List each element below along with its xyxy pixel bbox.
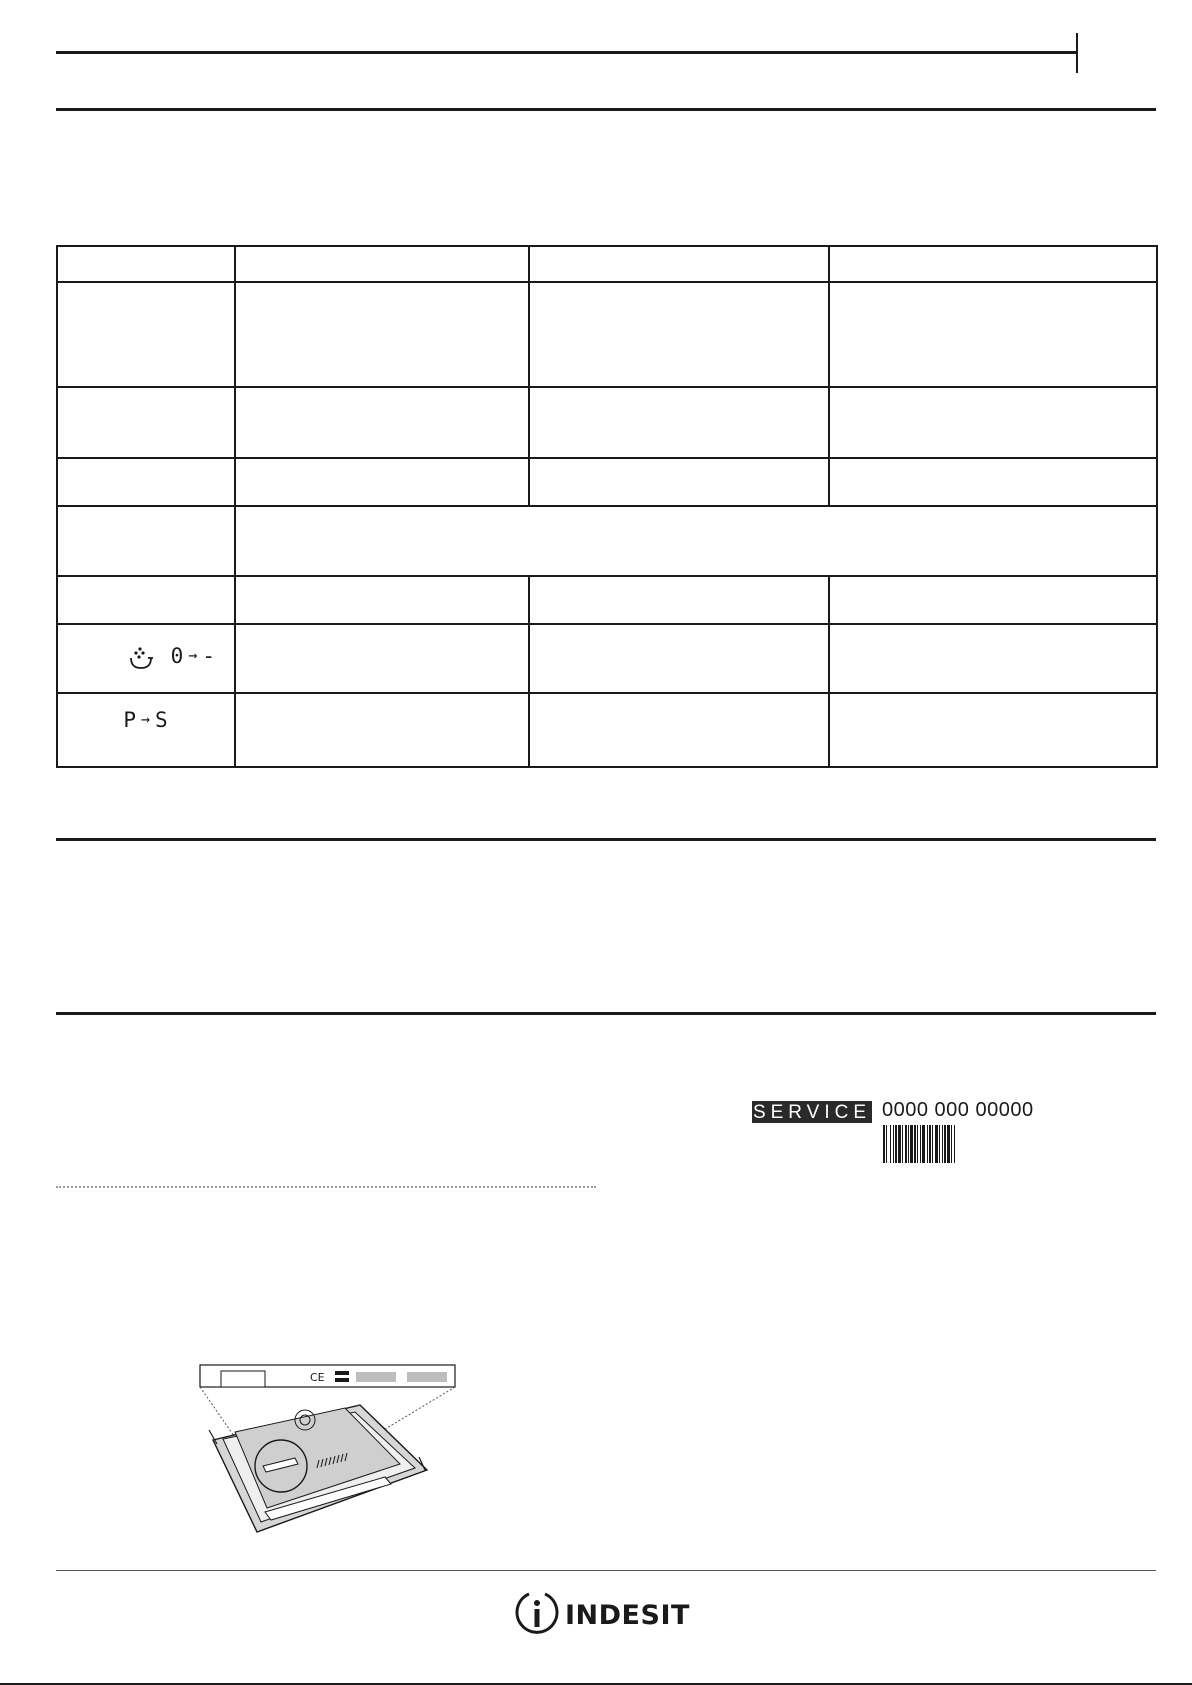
section-rule-lower bbox=[56, 1012, 1156, 1015]
table-cell bbox=[829, 693, 1157, 767]
table-row bbox=[57, 576, 1157, 624]
table-cell-merged bbox=[235, 506, 1157, 576]
table-cell bbox=[235, 576, 529, 624]
table-cell bbox=[235, 693, 529, 767]
table-cell bbox=[829, 282, 1157, 387]
table-cell bbox=[829, 576, 1157, 624]
table-row bbox=[57, 458, 1157, 506]
brand-name: INDESIT bbox=[565, 1600, 690, 1631]
barcode-icon bbox=[883, 1125, 1028, 1168]
table-cell bbox=[57, 387, 235, 458]
ce-mark: CE bbox=[310, 1371, 325, 1384]
table-cell bbox=[235, 624, 529, 693]
bath-water-icon bbox=[129, 646, 155, 673]
oven-rating-plate-illustration bbox=[195, 1360, 465, 1545]
table-cell bbox=[57, 282, 235, 387]
table-row bbox=[57, 624, 1157, 693]
troubleshooting-table bbox=[56, 245, 1158, 768]
table-cell bbox=[829, 246, 1157, 282]
table-cell bbox=[235, 387, 529, 458]
table-cell bbox=[57, 506, 235, 576]
table-cell bbox=[829, 624, 1157, 693]
table-cell bbox=[529, 693, 829, 767]
table-row bbox=[57, 693, 1157, 767]
table-row bbox=[57, 387, 1157, 458]
indesit-logo-icon bbox=[515, 1590, 559, 1641]
table-cell bbox=[529, 387, 829, 458]
service-number: 0000 000 00000 bbox=[882, 1099, 1034, 1121]
section-rule-top bbox=[56, 108, 1156, 111]
table-cell bbox=[235, 246, 529, 282]
service-label: SERVICE bbox=[752, 1102, 872, 1123]
header-rule bbox=[56, 51, 1078, 54]
error-code-ps: P → S bbox=[123, 708, 169, 732]
table-cell bbox=[235, 282, 529, 387]
table-cell bbox=[529, 576, 829, 624]
table-cell-code bbox=[57, 693, 235, 767]
indesit-logo bbox=[515, 1590, 690, 1641]
table-cell bbox=[57, 458, 235, 506]
table-cell-code bbox=[57, 624, 235, 693]
table-row bbox=[57, 246, 1157, 282]
error-code-water: 0 → - bbox=[170, 644, 216, 669]
dotted-separator bbox=[56, 1186, 596, 1188]
table-cell bbox=[529, 458, 829, 506]
table-cell bbox=[829, 387, 1157, 458]
table-cell bbox=[57, 246, 235, 282]
header-tick bbox=[1076, 33, 1078, 73]
table-cell bbox=[235, 458, 529, 506]
table-cell bbox=[529, 282, 829, 387]
section-rule-middle bbox=[56, 838, 1156, 841]
table-cell bbox=[529, 624, 829, 693]
table-cell bbox=[829, 458, 1157, 506]
table-row bbox=[57, 282, 1157, 387]
table-row bbox=[57, 506, 1157, 576]
table-cell bbox=[57, 576, 235, 624]
footer-rule bbox=[56, 1570, 1156, 1571]
table-cell bbox=[529, 246, 829, 282]
